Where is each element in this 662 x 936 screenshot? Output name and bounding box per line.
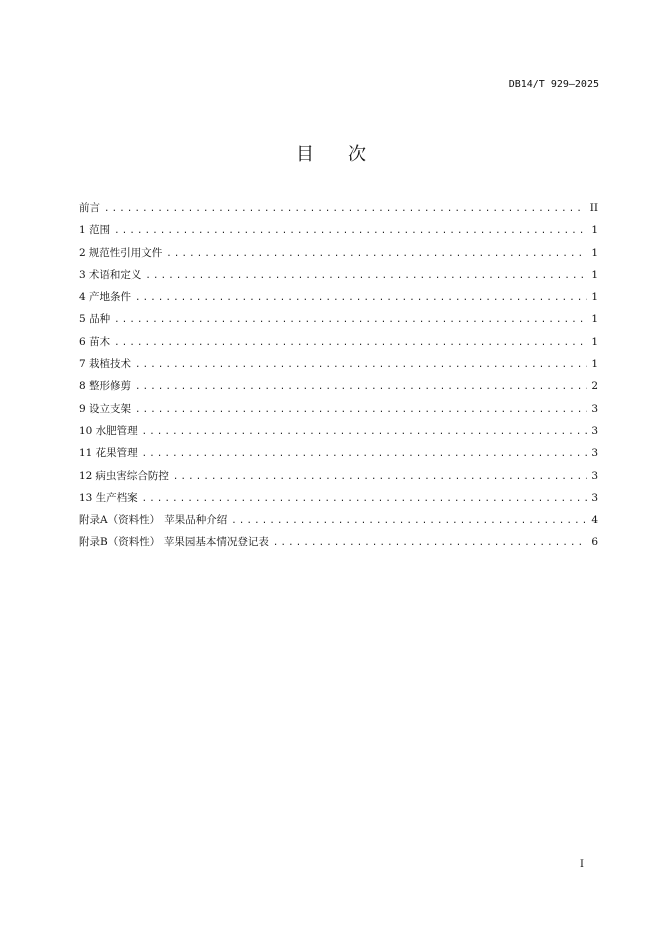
toc-entry-page: 2 [591, 380, 598, 393]
toc-entry-number: 1 [79, 224, 86, 237]
toc-entry-number: 10 [79, 424, 93, 437]
toc-entry-label: 生产档案 [95, 491, 138, 504]
toc-entry-label: 水肥管理 [95, 424, 138, 437]
toc-entry-number: 5 [79, 313, 86, 326]
toc-entry[interactable] [79, 468, 598, 490]
toc-dot-leader [135, 293, 587, 303]
toc-entry-label: 苗木 [89, 335, 111, 348]
toc-entry[interactable] [79, 401, 598, 423]
toc-entry-page: 1 [591, 224, 598, 237]
toc-dot-leader [114, 315, 587, 325]
toc-entry-label: 前言 [79, 202, 100, 214]
toc-entry-number: 7 [79, 358, 86, 371]
toc-entry-number: 8 [79, 380, 86, 393]
toc-entry-number: 3 [79, 268, 86, 281]
toc-dot-leader [142, 494, 588, 504]
toc-entry[interactable] [79, 245, 598, 267]
toc-entry-number: 9 [79, 402, 86, 415]
toc-dot-leader [231, 516, 587, 526]
toc-entry-label: 病虫害综合防控 [95, 469, 169, 482]
toc-entry[interactable] [79, 512, 598, 534]
toc-entry-label: 苹果品种介绍 [164, 514, 228, 527]
toc-entry-page: 1 [591, 313, 598, 326]
toc-entry-page: 3 [591, 469, 598, 482]
toc-dot-leader [273, 538, 587, 548]
toc-entry[interactable] [79, 289, 598, 311]
toc-dot-leader [145, 271, 587, 281]
toc-entry-page: 3 [591, 402, 598, 415]
toc-dot-leader [135, 405, 587, 415]
toc-entry-page: 1 [591, 358, 598, 371]
table-of-contents [79, 200, 598, 557]
toc-entry-label: 设立支架 [88, 402, 131, 415]
toc-entry-page: 1 [591, 291, 598, 304]
toc-entry[interactable] [79, 334, 598, 356]
toc-entry-page: II [589, 202, 598, 214]
toc-entry-label: 品种 [89, 313, 111, 326]
toc-entry[interactable] [79, 222, 598, 244]
page-number: I [580, 859, 584, 870]
toc-dot-leader [142, 427, 588, 437]
toc-entry[interactable] [79, 356, 598, 378]
toc-dot-leader [135, 360, 587, 370]
toc-entry[interactable] [79, 490, 598, 512]
toc-dot-leader [135, 382, 587, 392]
toc-entry[interactable] [79, 445, 598, 467]
toc-entry-page: 3 [591, 447, 598, 460]
toc-entry-number: 附录A（资料性） [79, 514, 161, 527]
toc-entry-label: 花果管理 [95, 447, 138, 460]
toc-entry-page: 6 [591, 536, 598, 549]
toc-entry[interactable] [79, 311, 598, 333]
toc-entry-label: 栽植技术 [88, 358, 131, 371]
toc-title: 目次 [296, 144, 400, 165]
toc-dot-leader [114, 226, 587, 236]
toc-entry-label: 规范性引用文件 [88, 246, 163, 259]
toc-entry-page: 1 [591, 268, 598, 281]
toc-entry[interactable] [79, 267, 598, 289]
toc-entry[interactable] [79, 200, 598, 222]
toc-dot-leader [166, 249, 587, 259]
toc-entry-number: 6 [79, 335, 86, 348]
toc-entry-number: 附录B（资料性） [79, 536, 161, 549]
toc-dot-leader [173, 472, 587, 482]
toc-entry-label: 范围 [89, 224, 111, 237]
toc-entry-label: 整形修剪 [88, 380, 131, 393]
toc-entry[interactable] [79, 378, 598, 400]
toc-dot-leader [114, 338, 587, 348]
toc-entry-page: 1 [591, 335, 598, 348]
toc-entry-number: 12 [79, 469, 93, 482]
toc-dot-leader [104, 204, 586, 214]
toc-entry-page: 1 [591, 246, 598, 259]
document-code: DB14/T 929—2025 [508, 79, 599, 90]
toc-entry-page: 3 [591, 491, 598, 504]
toc-entry-page: 3 [591, 424, 598, 437]
toc-entry-label: 术语和定义 [88, 268, 142, 281]
toc-entry-number: 11 [79, 447, 93, 460]
toc-dot-leader [142, 449, 588, 459]
toc-entry-page: 4 [591, 514, 598, 527]
toc-entry[interactable] [79, 423, 598, 445]
toc-entry-label: 苹果园基本情况登记表 [163, 536, 269, 549]
toc-entry-number: 2 [79, 246, 86, 259]
toc-entry-number: 13 [79, 491, 93, 504]
toc-entry[interactable] [79, 534, 598, 556]
toc-entry-label: 产地条件 [88, 291, 131, 304]
toc-entry-number: 4 [79, 291, 86, 304]
